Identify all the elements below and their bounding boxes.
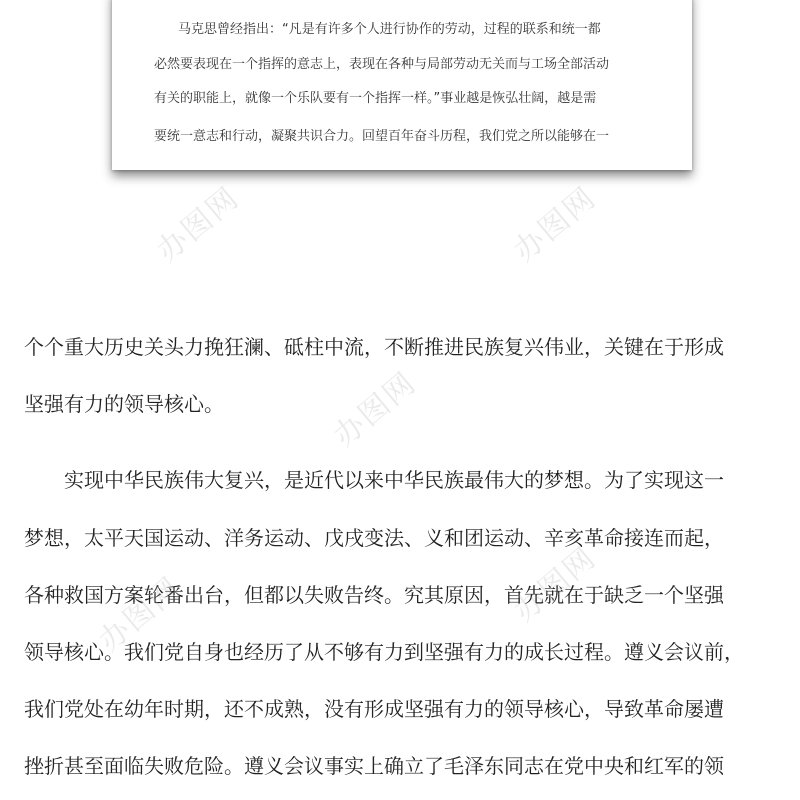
watermark: 办图网 [507, 540, 604, 629]
body-text-line: 领导核心。我们党自身也经历了从不够有力到坚强有力的成长过程。遵义会议前， [24, 640, 744, 664]
quote-line: 要统一意志和行动，凝聚共识合力。回望百年奋斗历程，我们党之所以能够在一 [154, 129, 610, 144]
watermark: 办图网 [150, 180, 247, 269]
watermark: 办图网 [327, 365, 424, 454]
body-text-line: 实现中华民族伟大复兴，是近代以来中华民族最伟大的梦想。为了实现这一 [64, 468, 724, 492]
quote-line: 必然要表现在一个指挥的意志上，表现在各种与局部劳动无关而与工场全部活动 [154, 57, 610, 72]
body-text-line: 挫折甚至面临失败危险。遵义会议事实上确立了毛泽东同志在党中央和红军的领 [24, 754, 724, 778]
quote-line: 马克思曾经指出：“凡是有许多个人进行协作的劳动，过程的联系和统一都 [178, 22, 601, 37]
body-text-line: 个个重大历史关头力挽狂澜、砥柱中流，不断推进民族复兴伟业，关键在于形成 [24, 335, 724, 359]
quote-card [112, 0, 692, 170]
watermark: 办图网 [92, 570, 189, 659]
quote-line: 有关的职能上，就像一个乐队要有一个指挥一样。”事业越是恢弘壮阔，越是需 [154, 91, 597, 106]
body-text-line: 梦想，太平天国运动、洋务运动、戊戌变法、义和团运动、辛亥革命接连而起， [24, 526, 724, 550]
body-text-line: 坚强有力的领导核心。 [24, 392, 224, 416]
body-text-line: 各种救国方案轮番出台，但都以失败告终。究其原因，首先就在于缺乏一个坚强 [24, 583, 724, 607]
body-text-line: 我们党处在幼年时期，还不成熟，没有形成坚强有力的领导核心，导致革命屡遭 [24, 697, 724, 721]
watermark: 办图网 [507, 180, 604, 269]
